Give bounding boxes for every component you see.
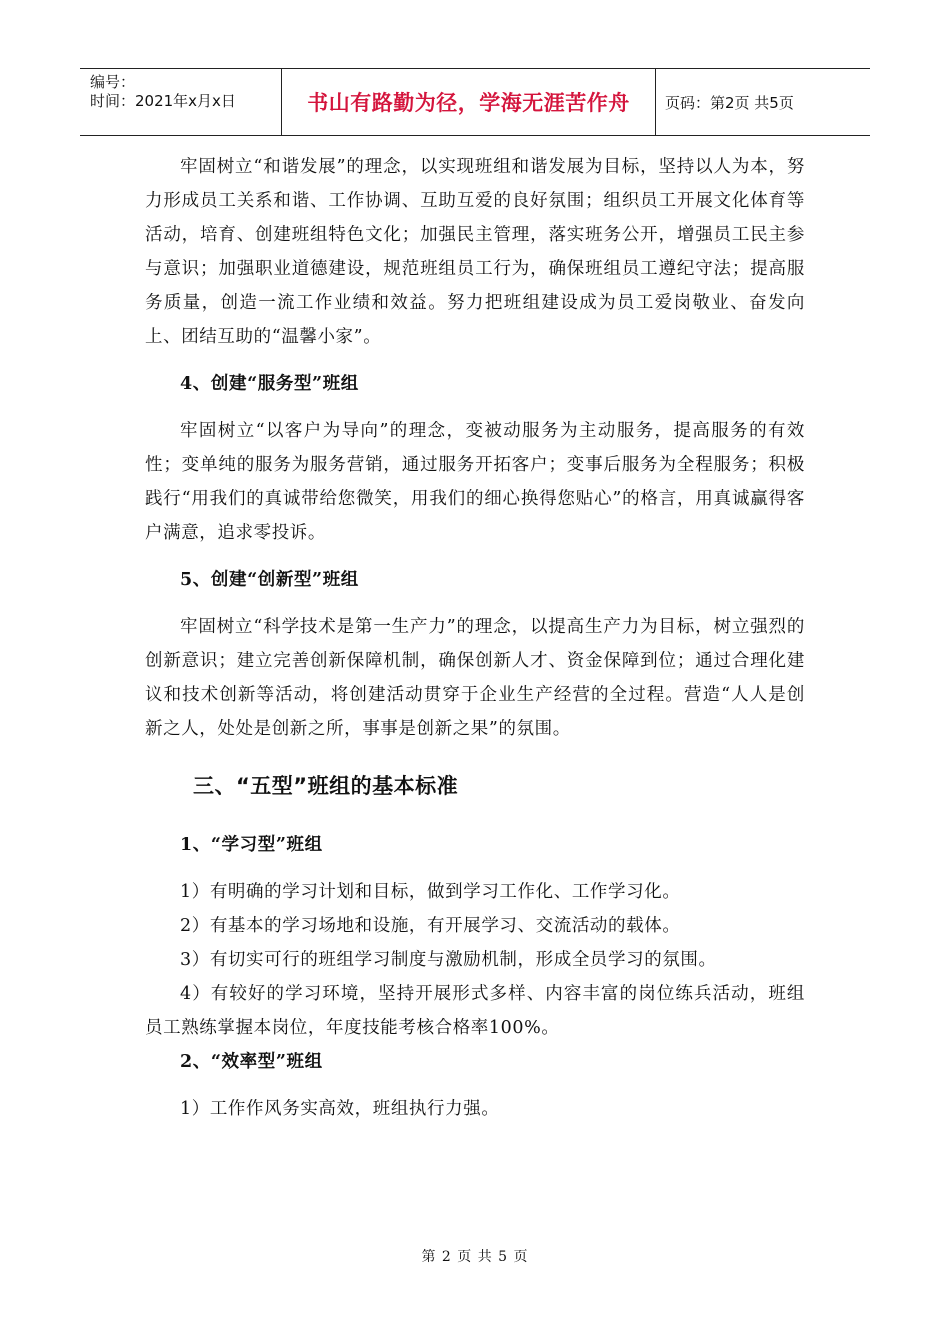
subheading-service: 4、创建“服务型”班组	[180, 374, 359, 394]
header-page-code: 页码：第2页 共5页	[665, 93, 794, 112]
paragraph-service: 牢固树立“以客户为导向”的理念，变被动服务为主动服务，提高服务的有效性；变单纯的服务为服务营销，通过服务开拓客户；变事后服务为全程服务；积极践行“用我们的真诚带给您微笑，用我们的细心换得您贴心”的格言，用真诚赢得客户满意，追求零投诉。	[145, 421, 805, 543]
subheading-learning: 1、“学习型”班组	[180, 835, 323, 855]
header-motto-cell	[281, 69, 656, 135]
header-motto: 书山有路勤为径，学海无涯苦作舟	[307, 91, 630, 115]
paragraph-innovation: 牢固树立“科学技术是第一生产力”的理念，以提高生产力为目标，树立强烈的创新意识；建立完善创新保障机制，确保创新人才、资金保障到位；通过合理化建议和技术创新等活动，将创建活动贯穿于企业生产经营的全过程。营造“人人是创新之人，处处是创新之所，事事是创新之果”的氛围。	[145, 617, 805, 739]
section-heading-three: 三、“五型”班组的基本标准	[193, 774, 459, 798]
document-body	[145, 150, 805, 1126]
learning-item-3: 3）有切实可行的班组学习制度与激励机制，形成全员学习的氛围。	[180, 950, 717, 970]
learning-item-2: 2）有基本的学习场地和设施，有开展学习、交流活动的载体。	[180, 916, 681, 936]
learning-item-4: 4）有较好的学习环境，坚持开展形式多样、内容丰富的岗位练兵活动，班组员工熟练掌握本岗位，年度技能考核合格率100%。	[145, 984, 805, 1038]
doc-number-label: 编号：	[90, 73, 136, 91]
learning-item-1: 1）有明确的学习计划和目标，做到学习工作化、工作学习化。	[180, 882, 681, 902]
page-footer: 第 2 页 共 5 页	[421, 1249, 529, 1265]
doc-date: 时间：2021年x月x日	[90, 92, 236, 110]
paragraph-harmony: 牢固树立“和谐发展”的理念，以实现班组和谐发展为目标，坚持以人为本，努力形成员工关系和谐、工作协调、互助互爱的良好氛围；组织员工开展文化体育等活动，培育、创建班组特色文化；加强民主管理，落实班务公开，增强员工民主参与意识；加强职业道德建设，规范班组员工行为，确保班组员工遵纪守法；提高服务质量，创造一流工作业绩和效益。努力把班组建设成为员工爱岗敬业、奋发向上、团结互助的“温馨小家”。	[145, 157, 805, 347]
subheading-efficiency: 2、“效率型”班组	[180, 1052, 323, 1072]
document-header	[80, 68, 870, 136]
efficiency-item-1: 1）工作作风务实高效，班组执行力强。	[180, 1099, 500, 1119]
subheading-innovation: 5、创建“创新型”班组	[180, 570, 359, 590]
header-meta	[80, 69, 281, 135]
